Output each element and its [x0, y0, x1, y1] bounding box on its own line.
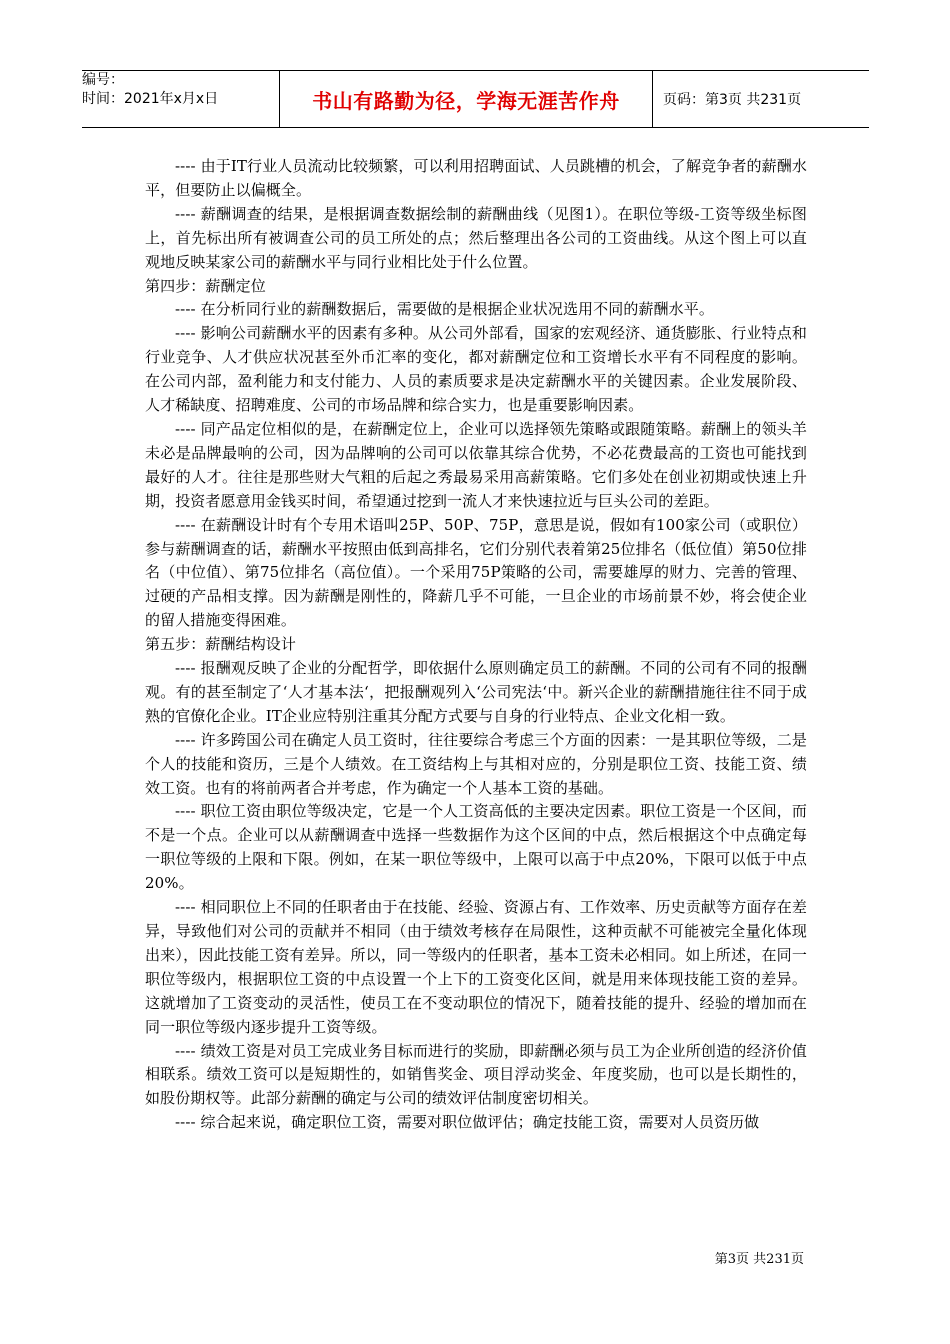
header-motto: 书山有路勤为径，学海无涯苦作舟 [280, 71, 653, 127]
page-header [82, 70, 869, 128]
paragraph: ---- 影响公司薪酬水平的因素有多种。从公司外部看，国家的宏观经济、通货膨胀、行业特点和行业竞争、人才供应状况甚至外币汇率的变化，都对薪酬定位和工资增长水平有不同程度的影响。在公司内部，盈利能力和支付能力、人员的素质要求是决定薪酬水平的关键因素。企业发展阶段、人才稀缺度、招聘难度、公司的市场品牌和综合实力，也是重要影响因素。 [145, 324, 807, 415]
header-meta-cell [82, 71, 280, 127]
paragraph: ---- 报酬观反映了企业的分配哲学，即依据什么原则确定员工的薪酬。不同的公司有不同的报酬观。有的甚至制定了‘人才基本法‘，把报酬观列入‘公司宪法‘中。新兴企业的薪酬措施往往不同于成熟的官僚化企业。IT企业应特别注重其分配方式要与自身的行业特点、企业文化相一致。 [145, 659, 807, 725]
doc-number-label: 编号： [82, 72, 124, 88]
paragraph: ---- 绩效工资是对员工完成业务目标而进行的奖励，即薪酬必须与员工为企业所创造的经济价值相联系。绩效工资可以是短期性的，如销售奖金、项目浮动奖金、年度奖励，也可以是长期性的，如股份期权等。此部分薪酬的确定与公司的绩效评估制度密切相关。 [145, 1041, 807, 1108]
paragraph: ---- 薪酬调查的结果，是根据调查数据绘制的薪酬曲线（见图1）。在职位等级-工资等级坐标图上，首先标出所有被调查公司的员工所处的点；然后整理出各公司的工资曲线。从这个图上可以直观地反映某家公司的薪酬水平与同行业相比处于什么位置。 [145, 204, 807, 271]
header-page-info: 页码：第3页 共231页 [663, 92, 802, 108]
paragraph: ---- 许多跨国公司在确定人员工资时，往往要综合考虑三个方面的因素：一是其职位等级，二是个人的技能和资历，三是个人绩效。在工资结构上与其相对应的，分别是职位工资、技能工资、绩效工资。也有的将前两者合并考虑，作为确定一个人基本工资的基础。 [145, 730, 807, 797]
section-heading: 第四步：薪酬定位 [145, 276, 266, 295]
paragraph: ---- 相同职位上不同的任职者由于在技能、经验、资源占有、工作效率、历史贡献等方面存在差异，导致他们对公司的贡献并不相同（由于绩效考核存在局限性，这种贡献不可能被完全量化体现出来），因此技能工资有差异。所以，同一等级内的任职者，基本工资未必相同。如上所述，在同一职位等级内，根据职位工资的中点设置一个上下的工资变化区间，就是用来体现技能工资的差异。这就增加了工资变动的灵活性，使员工在不变动职位的情况下，随着技能的提升、经验的增加而在同一职位等级内逐步提升工资等级。 [145, 898, 807, 1036]
paragraph: ---- 由于IT行业人员流动比较频繁，可以利用招聘面试、人员跳槽的机会，了解竞争者的薪酬水平，但要防止以偏概全。 [145, 157, 807, 199]
document-body [145, 155, 807, 1135]
paragraph: ---- 在分析同行业的薪酬数据后，需要做的是根据企业状况选用不同的薪酬水平。 [175, 300, 714, 319]
paragraph: ---- 在薪酬设计时有个专用术语叫25P、50P、75P，意思是说，假如有100家公司（或职位）参与薪酬调查的话，薪酬水平按照由低到高排名，它们分别代表着第25位排名（低位值）第50位排名（中位值）、第75位排名（高位值）。一个采用75P策略的公司，需要雄厚的财力、完善的管理、过硬的产品相支撑。因为薪酬是刚性的，降薪几乎不可能，一旦企业的市场前景不妙，将会使企业的留人措施变得困难。 [145, 515, 807, 630]
time-label: 时间：2021年x月x日 [82, 91, 219, 107]
section-heading: 第五步：薪酬结构设计 [145, 635, 297, 654]
page-footer: 第3页 共231页 [714, 1252, 804, 1267]
paragraph: ---- 职位工资由职位等级决定，它是一个人工资高低的主要决定因素。职位工资是一个区间，而不是一个点。企业可以从薪酬调查中选择一些数据作为这个区间的中点，然后根据这个中点确定每一职位等级的上限和下限。例如，在某一职位等级中，上限可以高于中点20%，下限可以低于中点20%。 [145, 802, 807, 893]
paragraph: ---- 同产品定位相似的是，在薪酬定位上，企业可以选择领先策略或跟随策略。薪酬上的领头羊未必是品牌最响的公司，因为品牌响的公司可以依靠其综合优势，不必花费最高的工资也可能找到最好的人才。往往是那些财大气粗的后起之秀最易采用高薪策略。它们多处在创业初期或快速上升期，投资者愿意用金钱买时间，希望通过挖到一流人才来快速拉近与巨头公司的差距。 [145, 419, 807, 510]
paragraph: ---- 综合起来说，确定职位工资，需要对职位做评估；确定技能工资，需要对人员资历做 [175, 1113, 760, 1132]
